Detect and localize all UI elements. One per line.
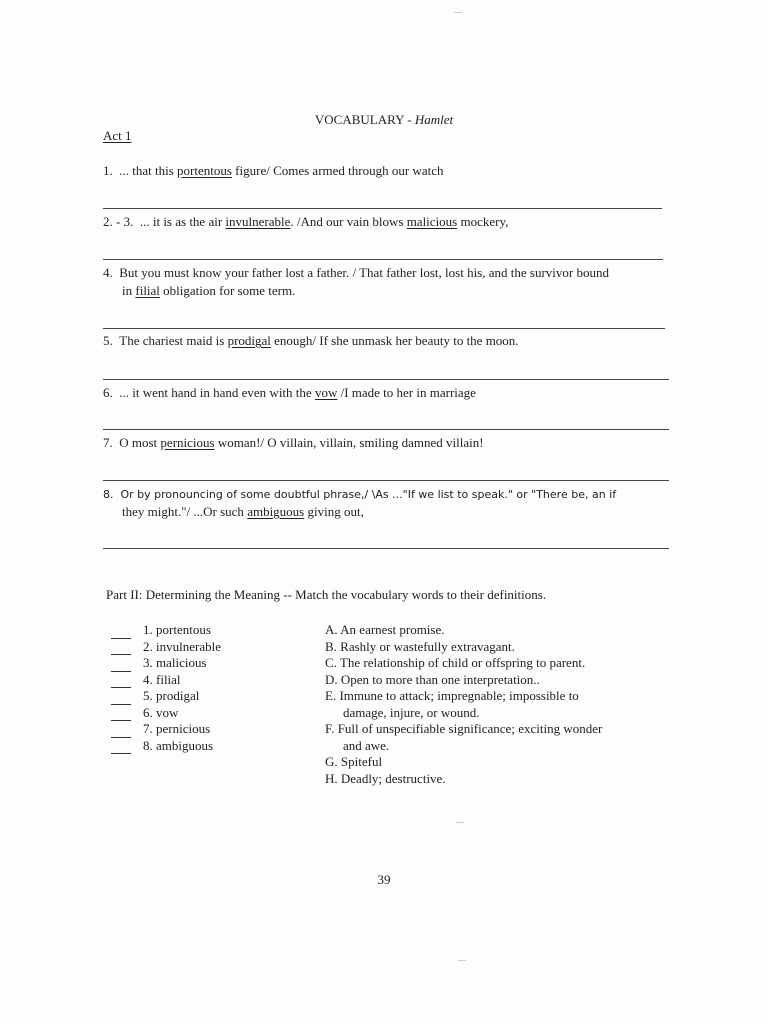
answer-line-1: [103, 208, 662, 209]
vocab-word: filial: [135, 283, 160, 298]
word-item: 5. prodigal: [111, 688, 221, 705]
answer-line-4: [103, 328, 665, 329]
title-label: VOCABULARY -: [314, 112, 415, 127]
question-6: 6. ... it went hand in hand even with the vow /I made to her in marriage: [103, 385, 476, 400]
title-play: Hamlet: [414, 112, 454, 127]
word-item: 7. pernicious: [111, 721, 221, 738]
answer-blank[interactable]: [111, 642, 131, 655]
answer-blank[interactable]: [111, 675, 131, 688]
vocab-word: prodigal: [227, 333, 271, 348]
vocab-word: vow: [314, 385, 338, 400]
answer-line-2: [103, 259, 663, 260]
definition-item: C. The relationship of child or offspring to parent.: [325, 655, 586, 670]
definition-item: H. Deadly; destructive.: [325, 770, 446, 786]
definition-list: [325, 622, 602, 787]
vocab-word: invulnerable: [225, 214, 291, 229]
answer-blank[interactable]: [111, 708, 131, 721]
question-2-3: 2. - 3. ... it is as the air invulnerable. /And our vain blows malicious mockery,: [103, 214, 509, 229]
scan-speck: [456, 822, 464, 823]
answer-blank[interactable]: [111, 626, 131, 639]
question-7: 7. O most pernicious woman!/ O villain, villain, smiling damned villain!: [103, 435, 484, 450]
word-item: 8. ambiguous: [111, 738, 221, 755]
definition-item: D. Open to more than one interpretation..: [325, 671, 540, 687]
answer-line-7: [103, 480, 669, 481]
question-4-line-2: in filial obligation for some term.: [122, 283, 296, 298]
vocab-word: portentous: [177, 163, 232, 178]
question-1: 1. ... that this portentous figure/ Comes armed through our watch: [103, 163, 444, 178]
definition-item: F. Full of unspecifiable significance; exciting wonder: [325, 721, 603, 736]
scan-speck: [454, 12, 462, 13]
answer-blank[interactable]: [111, 741, 131, 754]
word-item: 1. portentous: [111, 622, 221, 639]
word-item: 3. malicious: [111, 655, 221, 672]
answer-line-5: [103, 379, 669, 380]
question-8-line-2: they might."/ ...Or such ambiguous giving out,: [122, 504, 364, 519]
definition-item: A. An earnest promise.: [325, 622, 445, 637]
answer-blank[interactable]: [111, 725, 131, 738]
answer-blank[interactable]: [111, 659, 131, 672]
word-item: 6. vow: [111, 705, 221, 722]
word-item: 2. invulnerable: [111, 639, 221, 656]
page-number: 39: [377, 872, 391, 887]
definition-item-continued: damage, injure, or wound.: [343, 704, 480, 720]
definition-item-continued: and awe.: [343, 737, 390, 753]
definition-item: E. Immune to attack; impregnable; impossible to: [325, 688, 579, 703]
answer-blank[interactable]: [111, 692, 131, 705]
part-2-instructions: Part II: Determining the Meaning -- Match the vocabulary words to their definitions.: [106, 587, 547, 602]
scan-speck: [458, 960, 466, 961]
act-heading: Act 1: [103, 128, 132, 143]
vocab-word: pernicious: [160, 435, 215, 450]
word-list: [111, 622, 221, 754]
definition-item: G. Spiteful: [325, 754, 383, 769]
page-title: [0, 112, 768, 128]
definition-item: B. Rashly or wastefully extravagant.: [325, 638, 515, 654]
question-5: 5. The chariest maid is prodigal enough/ If she unmask her beauty to the moon.: [103, 333, 519, 348]
question-8: 8. Or by pronouncing of some doubtful phrase,/ \As ..."If we list to speak." or "There be, an if: [103, 488, 617, 501]
question-4: 4. But you must know your father lost a father. / That father lost, lost his, and the survivor bound: [103, 265, 609, 280]
answer-line-8: [103, 548, 669, 549]
answer-line-6: [103, 429, 669, 430]
word-item: 4. filial: [111, 672, 221, 689]
vocab-word: malicious: [406, 214, 458, 229]
vocab-word: ambiguous: [247, 504, 305, 519]
